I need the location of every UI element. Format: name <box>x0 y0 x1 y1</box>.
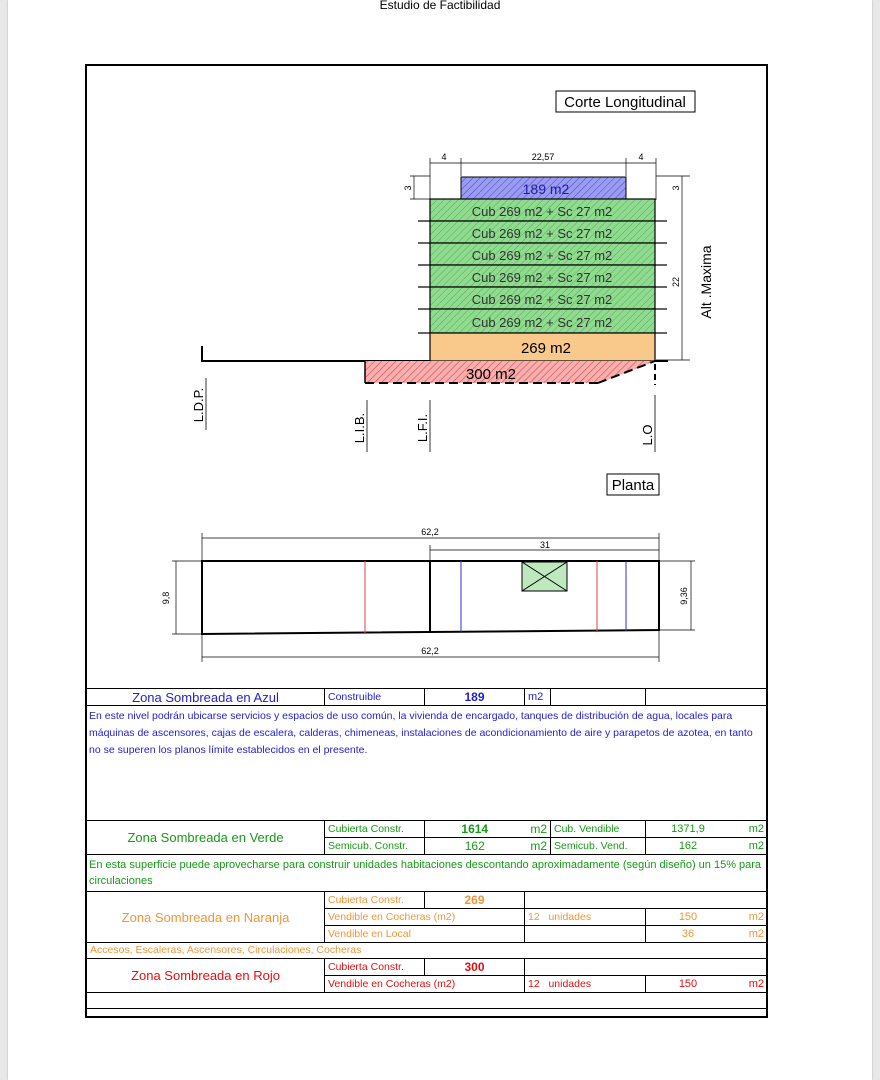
zone-azul-description: En este nivel podrán ubicarse servicios y espacios de uso común, la vivienda de encargado, tanques de distribución de agua, locales para máquinas de ascensores, cajas de escalera, calderas, chimeneas, instalaciones de acondicionamiento de aire y parapetos de azotea, en tanto no se superen los planos límite establecidos en el presente. <box>87 706 768 821</box>
zone-naranja-name: Zona Sombreada en Naranja <box>87 892 325 943</box>
naranja-row-1 <box>87 892 768 909</box>
basement-label: 300 m2 <box>465 366 517 383</box>
naranja-cubierta-label: Cubierta Constr. <box>325 892 425 909</box>
verde-semicub-unit: m2 <box>525 838 551 855</box>
verde-vendible-unit: m2 <box>748 822 764 835</box>
dim-height: 22 <box>671 276 681 288</box>
naranja-unidades-label: unidades <box>548 910 592 923</box>
naranja-cocheras-units-cell <box>525 909 646 926</box>
naranja-local-cell <box>646 926 768 943</box>
page-title: Estudio de Factibilidad <box>379 0 501 12</box>
verde-semicub-label: Semicub. Constr. <box>325 838 425 855</box>
floors <box>430 199 655 333</box>
line-lo: L.O <box>640 424 655 446</box>
verde-semicub-value: 162 <box>425 838 525 855</box>
ground-line <box>202 346 430 361</box>
rojo-row-1 <box>87 959 768 976</box>
plan-dim-left: 9,8 <box>161 591 171 605</box>
verde-cubierta-value: 1614 <box>425 821 525 838</box>
line-lib: L.I.B. <box>352 412 367 444</box>
line-ldp: L.D.P. <box>191 387 206 423</box>
verde-semivend-label: Semicub. Vend. <box>551 838 646 855</box>
plan-dim-partial: 31 <box>539 540 551 550</box>
zone-azul-unit: m2 <box>525 689 551 706</box>
naranja-local-unit: m2 <box>748 927 764 940</box>
rojo-cubierta-value: 300 <box>425 959 525 976</box>
rojo-cocheras-cell <box>646 976 768 993</box>
rojo-cubierta-label: Cubierta Constr. <box>325 959 425 976</box>
zone-azul-name: Zona Sombreada en Azul <box>87 689 325 706</box>
verde-cubierta-label: Cubierta Constr. <box>325 821 425 838</box>
verde-vendible-cell <box>646 821 768 838</box>
floor-label-4: Cub 269 m2 + Sc 27 m2 <box>471 270 613 285</box>
verde-cubierta-unit: m2 <box>525 821 551 838</box>
naranja-cocheras-count: 12 <box>528 910 540 923</box>
table-empty-row <box>87 993 768 1009</box>
corte-label: Corte Longitudinal <box>564 94 686 111</box>
rojo-unidades-label: unidades <box>548 977 592 990</box>
naranja-local-label: Vendible en Local <box>325 926 525 943</box>
zone-azul-value: 189 <box>425 689 525 706</box>
zone-rojo-name: Zona Sombreada en Rojo <box>87 959 325 993</box>
floor-label-2: Cub 269 m2 + Sc 27 m2 <box>471 226 613 241</box>
alt-maxima-label: Alt .Maxima <box>698 245 714 319</box>
rojo-cocheras-unit: m2 <box>748 977 764 990</box>
zone-verde-description: En esta superficie puede aprovecharse para construir unidades habitaciones descontando aproximadamente (según diseño) un 15% para circulaciones <box>87 855 768 892</box>
verde-semivend-cell <box>646 838 768 855</box>
roof-label: 189 m2 <box>522 181 570 197</box>
naranja-cocheras-label: Vendible en Cocheras (m2) <box>325 909 525 926</box>
planta-label: Planta <box>611 477 655 494</box>
verde-vendible-label: Cub. Vendible <box>551 821 646 838</box>
dim-top-right: 4 <box>638 152 644 162</box>
zones-table <box>86 688 768 1009</box>
naranja-cocheras-value: 150 <box>678 910 698 923</box>
dim-side-left: 3 <box>403 185 413 191</box>
dim-side-right: 3 <box>671 185 681 191</box>
plan-dim-total-bottom: 62,2 <box>421 646 439 656</box>
rojo-cocheras-value: 150 <box>678 977 698 990</box>
floor-label-1: Cub 269 m2 + Sc 27 m2 <box>471 204 613 219</box>
plan-dim-right: 9,36 <box>679 587 689 605</box>
verde-semivend-value: 162 <box>678 839 698 852</box>
elevator-shaft <box>522 562 567 591</box>
rojo-cocheras-label: Vendible en Cocheras (m2) <box>325 976 525 993</box>
naranja-cubierta-value: 269 <box>425 892 525 909</box>
floor-label-5: Cub 269 m2 + Sc 27 m2 <box>471 292 613 307</box>
zone-azul-label: Construible <box>325 689 425 706</box>
naranja-cocheras-unit: m2 <box>748 910 764 923</box>
naranja-cocheras-cell <box>646 909 768 926</box>
plan-dimensions <box>172 533 695 662</box>
zone-verde-name: Zona Sombreada en Verde <box>87 821 325 855</box>
rojo-cocheras-units-cell <box>525 976 646 993</box>
line-lfi: L.F.I. <box>415 413 430 443</box>
zone-naranja-description: Accesos, Escaleras, Ascensores, Circulaciones, Cocheras <box>87 943 768 959</box>
floor-label-6: Cub 269 m2 + Sc 27 m2 <box>471 315 613 330</box>
dim-top-mid: 22,57 <box>531 152 555 162</box>
plan-dim-total-top: 62,2 <box>421 527 439 537</box>
verde-vendible-value: 1371,9 <box>671 822 705 835</box>
verde-row-1 <box>87 821 768 838</box>
ground-label: 269 m2 <box>520 340 572 357</box>
azul-row <box>87 689 768 706</box>
naranja-local-value: 36 <box>681 927 695 940</box>
verde-semivend-unit: m2 <box>748 839 764 852</box>
dim-top-left: 4 <box>441 152 447 162</box>
rojo-cocheras-count: 12 <box>528 977 540 990</box>
floor-label-3: Cub 269 m2 + Sc 27 m2 <box>471 248 613 263</box>
